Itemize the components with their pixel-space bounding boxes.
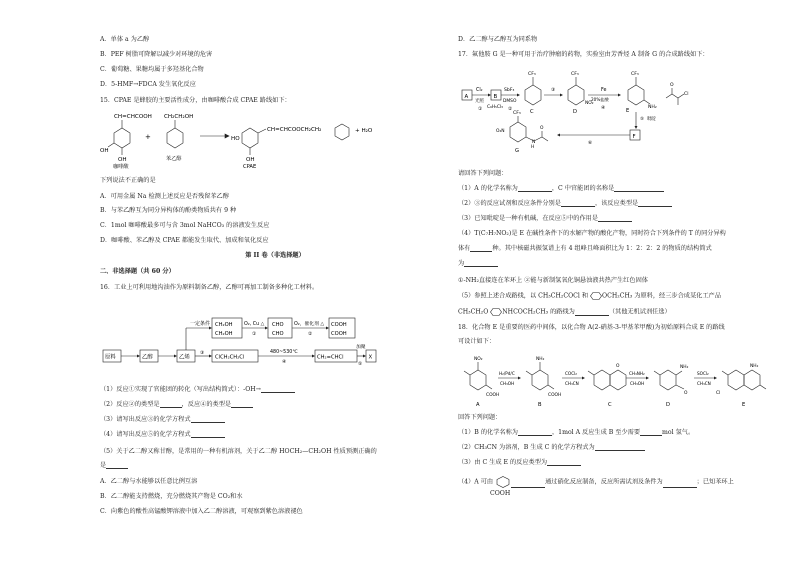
q17-acyl-o: O xyxy=(670,83,674,88)
q16-cond-top: 一定条件 xyxy=(190,321,211,327)
q18-d-nh2: NH₂ xyxy=(680,365,689,370)
q14-option-a: A．单体 a 为乙醇 xyxy=(100,36,150,43)
q16-num-2: ② xyxy=(308,332,313,337)
q17-blank-5[interactable] xyxy=(598,215,632,222)
benzene-ring-icon xyxy=(490,308,502,316)
q17-part-2b-text: ，该反应类型是 xyxy=(594,200,639,207)
q17-part-4b-text: 体有 xyxy=(458,245,471,252)
q18-part-3-text: （3）由 C 生成 E 的反应类型为 xyxy=(458,459,548,466)
q18-b-nh2: NH₂ xyxy=(536,357,545,362)
q16-x: X xyxy=(368,354,373,361)
q17-hcl: 20%盐酸 xyxy=(591,97,609,102)
q18-cond-de-top: SOCl₂ xyxy=(697,371,709,376)
q18-blank-1[interactable] xyxy=(518,429,552,436)
q16-blank-4[interactable] xyxy=(191,416,225,423)
q16-option-c: C．向紫色的酸性高锰酸钾溶液中加入乙二醇溶液，可观察到紫色溶液褪色 xyxy=(100,508,303,515)
q16-raw: 原料 xyxy=(105,354,116,361)
q15-option-c: C．1mol 咖啡酸最多可与含 3mol NaHCO₃ 的溶液发生反应 xyxy=(100,222,270,229)
q17-stem: 17．氟他胺 G 是一种可用于治疗肿瘤的药物，实验室由芳香烃 A 制备 G 的合成路线如下： xyxy=(458,51,709,58)
q18-cond-bc-bot: CH₃CN xyxy=(565,381,579,386)
q17-d: D xyxy=(573,109,577,115)
q15-option-d: D．咖啡酸、苯乙醇及 CPAE 都能发生取代、加成和氧化反应 xyxy=(100,237,269,244)
q17-n2: ② xyxy=(508,107,513,112)
q16-option-d: D．乙二醇与乙醇互为同系物 xyxy=(458,36,538,43)
q17-g: G xyxy=(515,148,520,154)
section-2-heading: 二、非选择题（共 60 分） xyxy=(100,268,175,275)
q17-blank-3[interactable] xyxy=(561,200,595,207)
q18-blank-3[interactable] xyxy=(595,444,645,451)
q16-num-3: ③ xyxy=(200,351,205,356)
q15-option-b: B．与苯乙醇互为同分异构体的酚类物质共有 9 种 xyxy=(100,207,237,214)
q17-blank-2[interactable] xyxy=(614,185,664,192)
q18-part-3 xyxy=(458,459,581,466)
q17-g-h: H xyxy=(531,145,535,150)
q18-a: A xyxy=(476,402,480,408)
q18-part-4-cooh: COOH xyxy=(490,490,511,497)
q16-part-5b-text: 是 xyxy=(100,462,107,469)
q17-g-o: O xyxy=(540,126,544,131)
q16-blank-5[interactable] xyxy=(191,431,225,438)
q15-product-ho: HO xyxy=(231,136,240,142)
q16-cond-cu: O₂, Cu △ xyxy=(244,322,265,327)
q17-g-n: N xyxy=(532,140,536,145)
q17-part-5-text: （5）参照上述合成路线，以 CH₃CH₂COCl 和 xyxy=(458,292,589,300)
q14-option-c: C．葡萄糖、果糖均属于多羟基化合物 xyxy=(100,66,204,73)
q17-part-3-text: （3）已知吡啶是一种有机碱，在反应⑤中的作用是 xyxy=(458,215,599,222)
q16-glycol-a: CH₂OH xyxy=(215,322,233,328)
q17-n1: ① xyxy=(478,107,483,112)
benzene-ring-icon xyxy=(495,476,511,488)
q17-part-5e-text: （其他无机试剂任选） xyxy=(608,308,671,316)
q17-light: 光照 xyxy=(475,99,484,104)
q16-acid-b: COOH xyxy=(331,331,347,337)
q14-option-b: B．PEF 树脂可降解以减少对环境的危害 xyxy=(100,51,213,58)
q16-num-4: ④ xyxy=(282,360,287,365)
q15-product-ester: CH=CHCOOCH₂CH₂ xyxy=(267,127,322,133)
q18-e-nh2: NH₂ xyxy=(750,364,759,369)
q18-part-1b-text: ，1mol A 反应生成 B 至少需要 xyxy=(551,429,641,436)
q17-acyl-cl: Cl xyxy=(684,92,689,97)
q15-product-label: CPAE xyxy=(243,164,257,170)
q14-option-d: D．5-HMF→FDCA 发生氧化反应 xyxy=(100,81,196,88)
q16-glyoxal-b: CHO xyxy=(272,331,284,337)
q17-part-4b xyxy=(458,245,712,252)
q16-part-4-text: （4）请写出反应⑤的化学方程式 xyxy=(100,431,191,438)
q17-conditions: ①-NH₂直接连在苯环上 ②能与新制氢氧化铜悬浊液共热产生红色固体 xyxy=(458,277,648,284)
q17-part-1-text: （1）A 的化学名称为 xyxy=(458,185,518,192)
q17-g-o2n: O₂N xyxy=(496,129,505,134)
q17-part-4d xyxy=(458,260,498,267)
q15-caffeic-oh-2: OH xyxy=(118,157,127,163)
q15-stem: 15．CPAE 是蜂胶的主要活性成分，由咖啡酸合成 CPAE 路线如下： xyxy=(100,97,291,104)
q15-caffeic-label: 咖啡酸 xyxy=(113,164,129,170)
q17-blank-7[interactable] xyxy=(464,260,498,267)
q18-d-o: O xyxy=(684,391,688,396)
q15-product-oh: OH xyxy=(246,157,255,163)
q16-part-3 xyxy=(100,416,225,423)
q18-cond-cd-top: CH₃NH₂ xyxy=(629,371,645,376)
q17-part-1b-text: ，C 中官能团的名称是 xyxy=(551,185,615,192)
q16-ethylene: 乙烯 xyxy=(179,354,190,361)
q16-cond-poly: 加聚 xyxy=(356,345,366,350)
q16-flowchart xyxy=(100,308,450,380)
q16-option-b: B．乙二醇能支持燃烧，充分燃烧其产物是 CO₂和水 xyxy=(100,493,243,500)
q17-sbf3: SbF₃ xyxy=(504,88,515,93)
q17-cl2: Cl₂ xyxy=(476,88,483,93)
q18-part-1 xyxy=(458,429,694,436)
q17-part-2 xyxy=(458,200,672,207)
q18-b-cooh: COOH xyxy=(548,393,562,398)
q16-cond-cat: O₂，催化剂 △ xyxy=(294,322,325,327)
q18-stem: 18．化合物 E 是重要的医药中间体，以化合物 A(2-硝基-3-甲基苯甲酸)为初始原料合成 E 的路线 xyxy=(458,324,725,331)
q16-part-2-text: （2）反应②的类型是 xyxy=(100,401,160,408)
q17-d-cf3: CF₃ xyxy=(571,72,579,77)
q16-vinyl: CH₂=CHCl xyxy=(317,354,344,361)
q15-plus-water: + H₂O xyxy=(355,128,373,134)
q16-part-4 xyxy=(100,431,225,438)
q17-b: B xyxy=(493,94,498,100)
q18-scheme xyxy=(458,348,788,410)
q16-part-2b-text: ，反应④的类型是 xyxy=(181,401,232,408)
q18-b: B xyxy=(538,402,542,408)
q16-part-1-text: （1）反应①实现了官能团的转化（写出结构简式）：-OH→ xyxy=(100,386,261,393)
q17-a: A xyxy=(464,94,469,100)
q17-d-no2: NO₂ xyxy=(585,101,594,106)
q18-blank-5[interactable] xyxy=(511,481,545,488)
q18-e-cl: Cl xyxy=(716,391,721,396)
q17-blank-1[interactable] xyxy=(518,185,552,192)
q15-caffeic-cooh: CH=CHCOOH xyxy=(114,114,152,120)
q17-part-2-text: （2）③的反应试剂和反应条件分别是 xyxy=(458,200,561,207)
q17-pyridine: 吡啶 xyxy=(647,117,656,122)
q17-n4: ④ xyxy=(601,106,606,111)
q18-e: E xyxy=(742,402,746,408)
q16-part-5: （5）关于乙二醇又称甘醇，是常用的一种有机溶剂，关于乙二醇 HOCH₂—CH₂OH 性质预测正确的 xyxy=(100,448,377,455)
q18-d: D xyxy=(666,402,670,408)
q18-cond-cd-bot: CH₃OH xyxy=(630,381,645,386)
q18-part-2-text: （2）CH₃CN 为溶剂，B 生成 C 的化学方程式为 xyxy=(458,444,595,451)
q15-option-a: A．可用金属 Na 检测上述反应是否残留苯乙醇 xyxy=(100,193,229,200)
q16-ethanol: 乙醇 xyxy=(142,354,153,361)
q18-part-4c-text: ；已知苯环上 xyxy=(696,478,734,486)
q17-n6: ⑥ xyxy=(588,141,593,146)
q15-phenethyl-label: 苯乙醇 xyxy=(166,156,182,162)
q16-part-2 xyxy=(100,401,253,408)
q17-c-cf3: CF₃ xyxy=(528,72,536,77)
q16-dce: ClCH₂CH₂Cl xyxy=(215,354,245,361)
q17-f: F xyxy=(632,134,636,140)
q15-scheme xyxy=(100,110,450,170)
q16-blank-2[interactable] xyxy=(160,401,182,408)
q17-part-3 xyxy=(458,215,632,222)
q17-part-5b-text: OCH₂CH₃ 为原料，经三步合成某化工产品 xyxy=(602,292,721,300)
q18-c-o: O xyxy=(616,364,620,369)
q18-stem-2: 可设计如下： xyxy=(458,338,496,345)
q17-part-4: （4）T(C₇H₇NO₂)是 E 在碱性条件下的水解产物的酸化产物，同时符合下列条件的 T 的同分异构 xyxy=(458,230,726,237)
q17-n3: ③ xyxy=(551,88,556,93)
q18-cond-de-bot: CH₃CN xyxy=(697,381,711,386)
q16-blank-1[interactable] xyxy=(261,386,295,393)
q17-part-5d-text: NHCOCH₂CH₃ 的路线为 xyxy=(502,308,575,316)
q17-e-nh2: NH₂ xyxy=(648,105,657,110)
q16-blank-6[interactable] xyxy=(106,462,128,469)
q17-blank-6[interactable] xyxy=(470,245,492,252)
q18-part-4-text: （4）A 可由 xyxy=(458,478,494,486)
q16-acid-a: COOH xyxy=(331,322,347,328)
q17-ask: 请回答下列问题： xyxy=(458,170,508,177)
q18-c: C xyxy=(608,402,612,408)
q17-part-4d-text: 为 xyxy=(458,260,465,267)
q17-g-cf3: CF₃ xyxy=(513,111,521,116)
q17-fe: Fe xyxy=(601,88,607,93)
q17-e: E xyxy=(626,108,630,114)
q18-cond-bc-top: COCl₂ xyxy=(565,371,577,376)
q16-stem: 16．工业上可利用地沟油作为原料制备乙醇，乙醇可再加工制备多种化工材料。 xyxy=(100,284,319,291)
q17-e-cf3: CF₃ xyxy=(631,72,639,77)
q18-part-4 xyxy=(458,476,734,488)
q17-dmso: DMSO xyxy=(503,99,517,104)
q15-ask: 下列说法不正确的是 xyxy=(100,177,156,184)
q17-n5: ⑤ xyxy=(640,117,645,122)
q15-caffeic-oh-1: OH xyxy=(100,148,109,154)
q18-cond-ab-bot: CH₃OH xyxy=(500,381,515,386)
q15-plus: + xyxy=(145,133,151,141)
q17-part-5c xyxy=(458,308,671,316)
q16-num-1: ① xyxy=(252,332,257,337)
q17-part-1 xyxy=(458,185,664,192)
q16-part-1 xyxy=(100,386,295,393)
q18-blank-6[interactable] xyxy=(663,481,697,488)
q17-part-5 xyxy=(458,292,721,300)
q16-num-5: ⑤ xyxy=(358,362,363,367)
q17-blank-8[interactable] xyxy=(575,309,609,316)
q16-part-5b xyxy=(100,462,128,469)
q16-glycol-b: CH₂OH xyxy=(215,331,233,337)
q18-ask: 回答下列问题： xyxy=(458,414,502,421)
q17-part-4c-text: 种。其中核磁共振氢谱上有 4 组峰且峰面积比为 1：2：2：2 的物质的结构简式 xyxy=(492,245,712,252)
q18-blank-4[interactable] xyxy=(547,459,581,466)
q15-phenethyl-group: CH₂CH₂OH xyxy=(164,114,194,120)
q17-part-5c-text: CH₃CH₂O xyxy=(458,308,489,316)
q18-part-2 xyxy=(458,444,645,451)
volume-2-title: 第 II 卷（非选择题） xyxy=(245,252,305,259)
q16-glyoxal-a: CHO xyxy=(272,322,284,328)
q17-blank-4[interactable] xyxy=(638,200,672,207)
q17-c6h5cl3: C₆H₅Cl₃ xyxy=(487,105,503,110)
benzene-ring-icon xyxy=(590,292,602,300)
q17-scheme xyxy=(458,60,758,165)
q18-part-1c-text: mol 氢气。 xyxy=(662,429,695,436)
q18-part-1-text: （1）B 的化学名称为 xyxy=(458,429,518,436)
q18-blank-2[interactable] xyxy=(640,429,662,436)
q18-part-4b-text: 通过硝化反应制备，反应所需试剂及条件为 xyxy=(545,478,663,486)
q18-a-no2: NO₂ xyxy=(474,357,483,362)
q18-a-cooh: COOH xyxy=(486,393,500,398)
q16-blank-3[interactable] xyxy=(231,401,253,408)
q17-c: C xyxy=(530,109,534,115)
q18-cond-ab-top: H₂/Pd/C xyxy=(499,371,515,376)
q16-option-a: A．乙二醇与水能够以任意比例互溶 xyxy=(100,478,198,485)
q16-part-3-text: （3）请写出反应③的化学方程式 xyxy=(100,416,191,423)
q16-cond-temp: 480~530℃ xyxy=(270,350,298,355)
